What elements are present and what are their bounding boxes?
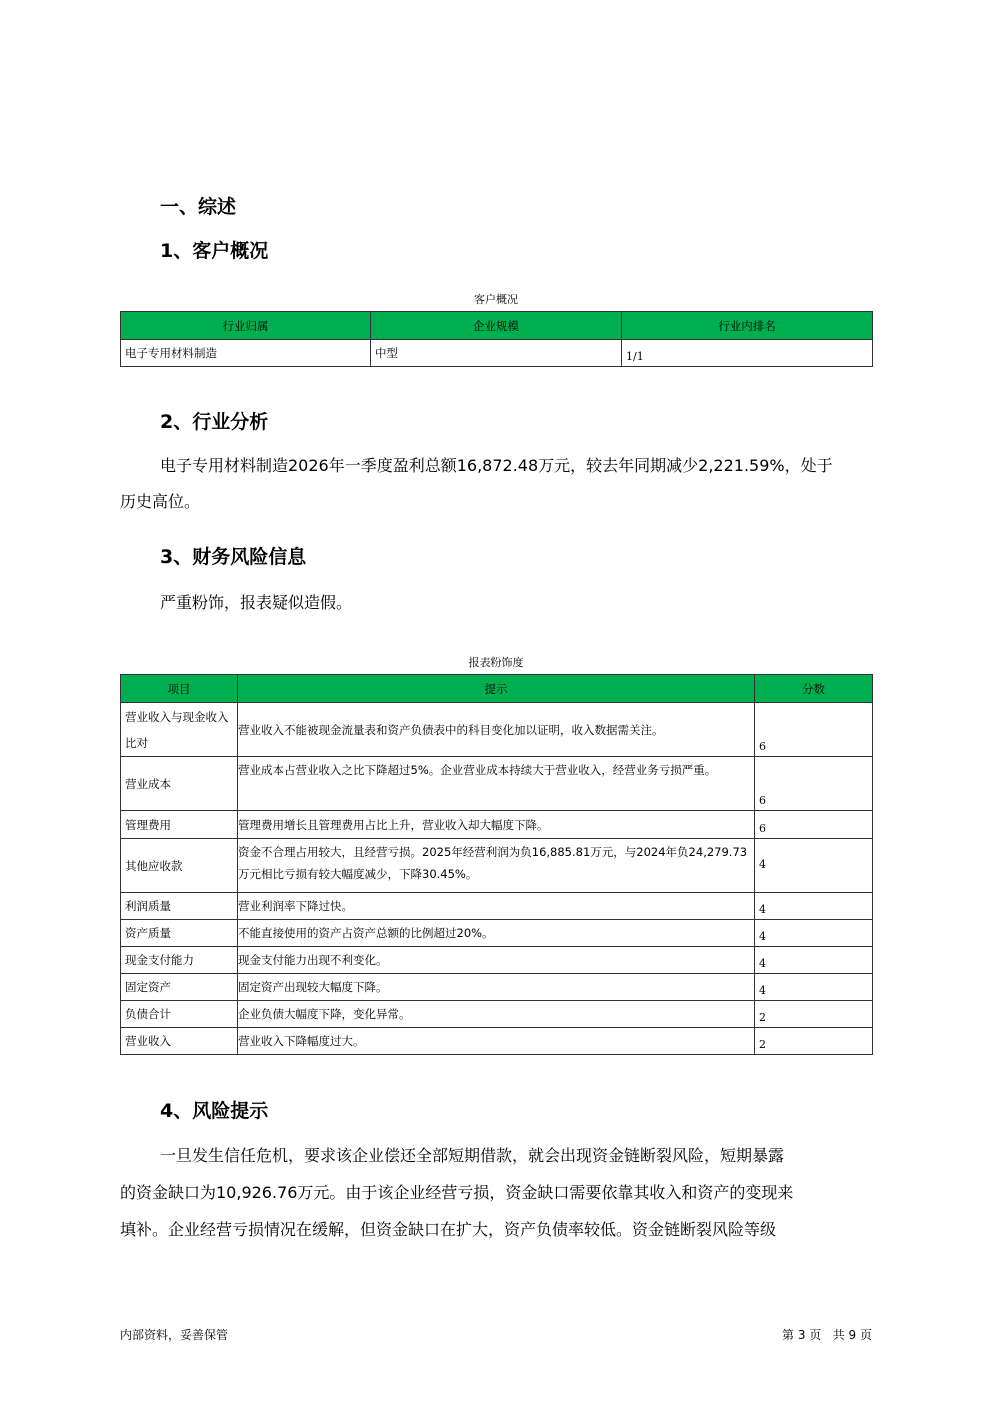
table-row	[121, 1001, 873, 1028]
score-cell: 2	[755, 1001, 873, 1028]
risk-info-text: 严重粉饰，报表疑似造假。	[160, 593, 353, 612]
table-caption-customer: 客户概况	[474, 293, 518, 306]
table-row	[121, 757, 873, 811]
item-cell: 其他应收款	[121, 839, 238, 893]
warning-text-line: 的资金缺口为10,926.76万元。由于该企业经营亏损，资金缺口需要依靠其收入和资产的变现来	[120, 1183, 794, 1202]
table-cell: 电子专用材料制造	[121, 340, 371, 367]
table-cell: 中型	[371, 340, 622, 367]
industry-text-line: 电子专用材料制造2026年一季度盈利总额16,872.48万元，较去年同期减少2,221.59%，处于	[160, 456, 833, 475]
section-title: 一、综述	[160, 196, 237, 218]
column-header: 行业归属	[121, 312, 371, 340]
item-cell: 营业成本	[121, 757, 238, 811]
subsection-title-customer: 1、客户概况	[160, 240, 269, 262]
hint-cell: 营业利润率下降过快。	[238, 893, 755, 920]
score-cell: 6	[755, 757, 873, 811]
score-cell: 4	[755, 920, 873, 947]
footer-page-number: 第 3 页 共 9 页	[782, 1328, 872, 1342]
table-row	[121, 811, 873, 839]
table-header-row	[121, 675, 873, 703]
table-row	[121, 947, 873, 974]
score-cell: 4	[755, 974, 873, 1001]
customer-overview-table	[120, 311, 873, 367]
score-cell: 6	[755, 811, 873, 839]
table-row	[121, 974, 873, 1001]
item-cell: 固定资产	[121, 974, 238, 1001]
score-cell: 4	[755, 893, 873, 920]
item-cell: 现金支付能力	[121, 947, 238, 974]
item-cell: 管理费用	[121, 811, 238, 839]
table-row	[121, 920, 873, 947]
column-header: 行业内排名	[622, 312, 873, 340]
hint-cell: 营业成本占营业收入之比下降超过5%。企业营业成本持续大于营业收入，经营业务亏损严重。	[238, 757, 755, 811]
warning-text-line: 填补。企业经营亏损情况在缓解，但资金缺口在扩大，资产负债率较低。资金链断裂风险等级	[120, 1220, 777, 1239]
column-header: 提示	[238, 675, 755, 703]
score-cell: 2	[755, 1028, 873, 1055]
table-row	[121, 839, 873, 893]
item-cell: 营业收入	[121, 1028, 238, 1055]
subsection-title-financial-risk: 3、财务风险信息	[160, 546, 307, 568]
hint-cell: 营业收入下降幅度过大。	[238, 1028, 755, 1055]
hint-cell: 管理费用增长且管理费用占比上升，营业收入却大幅度下降。	[238, 811, 755, 839]
score-cell: 4	[755, 839, 873, 893]
table-header-row	[121, 312, 873, 340]
table-cell: 1/1	[622, 340, 873, 367]
industry-text-line: 历史高位。	[120, 492, 201, 511]
table-row	[121, 703, 873, 757]
column-header: 企业规模	[371, 312, 622, 340]
table-row	[121, 340, 873, 367]
warning-text-line: 一旦发生信任危机，要求该企业偿还全部短期借款，就会出现资金链断裂风险，短期暴露	[160, 1146, 785, 1165]
hint-cell: 营业收入不能被现金流量表和资产负债表中的科目变化加以证明，收入数据需关注。	[238, 703, 755, 757]
hint-cell: 固定资产出现较大幅度下降。	[238, 974, 755, 1001]
column-header: 分数	[755, 675, 873, 703]
hint-cell: 企业负债大幅度下降，变化异常。	[238, 1001, 755, 1028]
window-dressing-table	[120, 674, 873, 1055]
item-cell: 利润质量	[121, 893, 238, 920]
subsection-title-risk-warning: 4、风险提示	[160, 1100, 269, 1122]
hint-cell: 现金支付能力出现不利变化。	[238, 947, 755, 974]
hint-cell: 不能直接使用的资产占资产总额的比例超过20%。	[238, 920, 755, 947]
table-row	[121, 893, 873, 920]
column-header: 项目	[121, 675, 238, 703]
subsection-title-industry: 2、行业分析	[160, 411, 269, 433]
item-cell: 负债合计	[121, 1001, 238, 1028]
score-cell: 4	[755, 947, 873, 974]
item-cell: 资产质量	[121, 920, 238, 947]
footer-confidential-note: 内部资料，妥善保管	[120, 1328, 229, 1342]
hint-cell: 资金不合理占用较大，且经营亏损。2025年经营利润为负16,885.81万元，与2024年负24,279.73万元相比亏损有较大幅度减少，下降30.45%。	[238, 839, 755, 893]
score-cell: 6	[755, 703, 873, 757]
item-cell: 营业收入与现金收入比对	[121, 703, 238, 757]
table-row	[121, 1028, 873, 1055]
table-caption-window-dressing: 报表粉饰度	[468, 656, 524, 669]
